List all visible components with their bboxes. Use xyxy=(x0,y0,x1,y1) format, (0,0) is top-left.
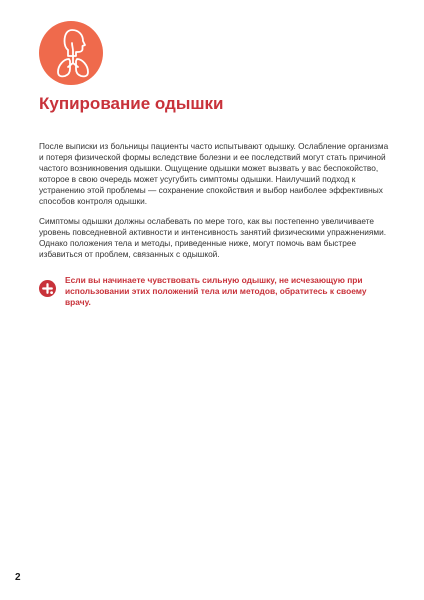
body-paragraph: После выписки из больницы пациенты часто испытывают одышку. Ослабление организма и потеря физической формы вследствие болезни и ее последствий могут стать причиной частого возникновения одышки. Ощущение одышки может вызвать у вас беспокойство, которое в свою очередь может усугубить симптомы одышки. Наилучший подход к устранению этой проблемы — сохранение спокойствия и выбор наиболее эффективных способов контроля одышки. xyxy=(39,141,389,206)
page-number: 2 xyxy=(15,572,21,583)
respiratory-system-icon xyxy=(39,21,103,85)
alert-text: Если вы начинаете чувствовать сильную одышку, не исчезающую при использовании этих положений тела или методов, обратитесь к своему врачу. xyxy=(65,275,367,307)
alert-callout xyxy=(39,275,389,315)
page-title: Купирование одышки xyxy=(39,94,224,113)
medical-cross-icon xyxy=(39,280,56,297)
body-paragraph: Симптомы одышки должны ослабевать по мере того, как вы постепенно увеличиваете уровень повседневной активности и интенсивность занятий физическими упражнениями. Однако положения тела и методы, приведенные ниже, могут помочь вам быстрее избавиться от проблем, связанных с одышкой. xyxy=(39,216,387,259)
